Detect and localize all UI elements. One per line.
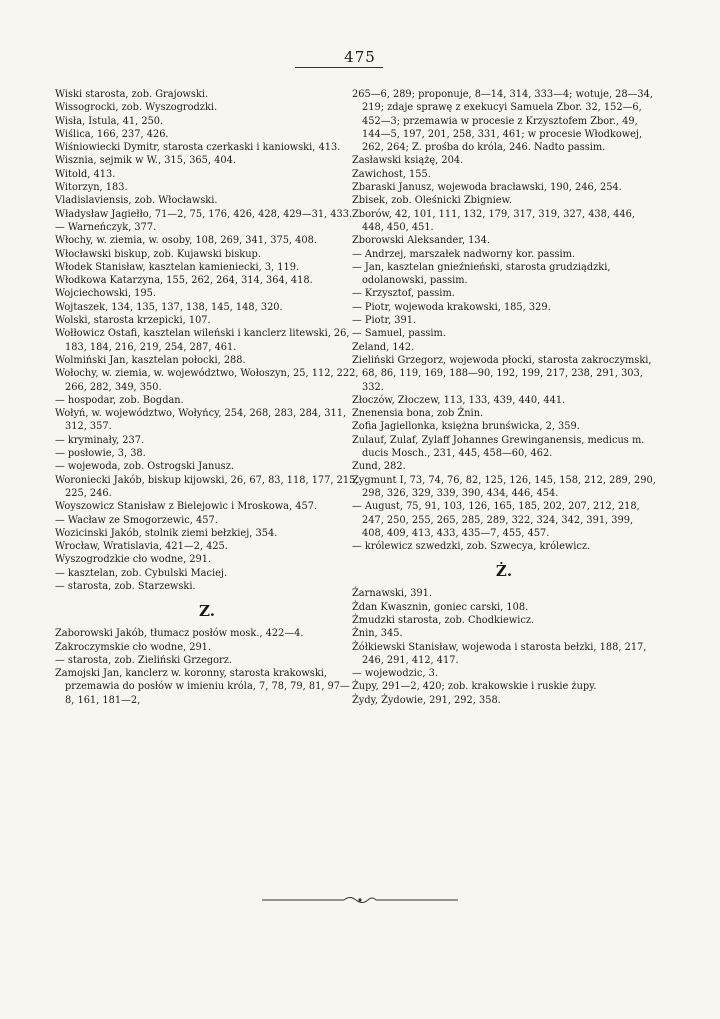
index-entry: — kryminały, 237. xyxy=(55,434,145,446)
index-entry: Znenensia bona, zob Żnin. xyxy=(352,408,484,420)
index-entry: Woroniecki Jakób, biskup kijowski, 26, 67, 83, 118, 177, 215, 225, 246. xyxy=(55,474,359,499)
index-entry: Zborowski Aleksander, 134. xyxy=(352,235,490,247)
index-entry: Witorzyn, 183. xyxy=(55,182,128,194)
index-entry: Wołłowicz Ostafi, kasztelan wileński i kanclerz litewski, 26, 183, 184, 216, 219, 254, 287, 461. xyxy=(55,328,350,353)
index-entry: Wozicinski Jakób, stolnik ziemi bełzkiej, 354. xyxy=(55,527,278,539)
page-number: 475 xyxy=(344,48,376,66)
index-entry: Zofia Jagiellonka, księżna brunświcka, 2, 359. xyxy=(352,421,580,433)
index-entry: — kasztelan, zob. Cybulski Maciej. xyxy=(55,567,228,579)
index-entry: Wisła, Istula, 41, 250. xyxy=(55,115,164,127)
index-entry: Zeland, 142. xyxy=(352,341,415,353)
index-entry: Zborów, 42, 101, 111, 132, 179, 317, 319, 327, 438, 446, 448, 450, 451. xyxy=(352,208,635,233)
index-entry: Wojciechowski, 195. xyxy=(55,288,156,300)
index-entry: — hospodar, zob. Bogdan. xyxy=(55,394,184,406)
index-entry: Wyszogrodzkie cło wodne, 291. xyxy=(55,554,212,566)
index-entry: — wojewodzic, 3. xyxy=(352,668,438,680)
index-entry: Vladislaviensis, zob. Włocławski. xyxy=(55,195,218,207)
index-entry: Zbisek, zob. Oleśnicki Zbigniew. xyxy=(352,195,512,207)
index-entry: Zawichost, 155. xyxy=(352,168,431,180)
index-entry: Zieliński Grzegorz, wojewoda płocki, starosta zakroczymski, 68, 86, 119, 169, 188—90, 192, 199, 217, 238, 291, 303, 332. xyxy=(352,354,652,393)
index-entry: Żółkiewski Stanisław, wojewoda i starosta bełzki, 188, 217, 246, 291, 412, 417. xyxy=(352,641,647,666)
index-entry: Witold, 413. xyxy=(55,168,116,180)
index-entry: Wołochy, w. ziemia, w. województwo, Wołoszyn, 25, 112, 222, 266, 282, 349, 350. xyxy=(55,368,359,393)
index-entry: Żydy, Żydowie, 291, 292, 358. xyxy=(352,694,501,706)
index-entry: Zaborowski Jakób, tłumacz posłów mosk., 422—4. xyxy=(55,628,304,640)
index-entry: Zulauf, Zulaf, Zylaff Johannes Grewinganensis, medicus m. ducis Mosch., 231, 445, 458—60, 462. xyxy=(352,434,645,460)
index-entry: — August, 75, 91, 103, 126, 165, 185, 202, 207, 212, 218, 247, 250, 255, 265, 285, 289, 322, 324, 342, 391, 399, 408, 409, 413, 433, 435—7, 455, 457. xyxy=(352,501,640,539)
index-column-left xyxy=(55,88,359,707)
index-entry: Wiśniowiecki Dymitr, starosta czerkaski i kaniowski, 413. xyxy=(55,142,341,154)
index-entry: — Piotr, wojewoda krakowski, 185, 329. xyxy=(352,301,551,313)
index-entry: Zamojski Jan, kanclerz w. koronny, starosta krakowski, przemawia do posłów w imieniu króla, 7, 78, 79, 81, 97—8, 161, 181—2, xyxy=(55,668,350,706)
index-entry: — Piotr, 391. xyxy=(352,315,417,327)
index-entry: Zasławski książę, 204. xyxy=(352,155,464,167)
index-entry: Wiski starosta, zob. Grajowski. xyxy=(55,89,209,100)
index-entry: — Jan, kasztelan gnieźnieński, starosta grudziądzki, odolanowski, passim. xyxy=(352,261,611,287)
index-entry: — starosta, zob. Starzewski. xyxy=(55,580,196,592)
index-entry: Żmudzki starosta, zob. Chodkiewicz. xyxy=(352,614,535,626)
index-entry: Zbaraski Janusz, wojewoda bracławski, 190, 246, 254. xyxy=(352,182,622,194)
index-entry: Żupy, 291—2, 420; zob. krakowskie i ruskie żupy. xyxy=(352,681,597,693)
index-entry: Żnin, 345. xyxy=(352,628,403,640)
page-number-rule xyxy=(295,67,383,68)
index-entry: — starosta, zob. Zieliński Grzegorz. xyxy=(55,654,233,666)
index-entry: Wolmiński Jan, kasztelan połocki, 288. xyxy=(55,354,246,366)
index-entry: Włodkowa Katarzyna, 155, 262, 264, 314, 364, 418. xyxy=(55,275,313,287)
index-column-right xyxy=(352,88,656,707)
index-entry: Woyszowicz Stanisław z Bielejowic i Mroskowa, 457. xyxy=(55,501,318,513)
index-entry: Wissogrocki, zob. Wyszogrodzki. xyxy=(55,102,218,114)
index-entry: Wolski, starosta krzepicki, 107. xyxy=(55,315,211,327)
index-entry: — Krzysztof, passim. xyxy=(352,288,455,300)
index-entry: — Samuel, passim. xyxy=(352,328,446,340)
index-entry: — wojewoda, zob. Ostrogski Janusz. xyxy=(55,461,234,473)
index-entry: — posłowie, 3, 38. xyxy=(55,448,146,460)
index-entry: Zakroczymskie cło wodne, 291. xyxy=(55,641,212,653)
index-entry: — Andrzej, marszałek nadworny kor. passim. xyxy=(352,248,576,260)
section-heading: Z. xyxy=(199,602,215,621)
index-entry: Włocławski biskup, zob. Kujawski biskup. xyxy=(55,248,261,260)
index-entry: Wojtaszek, 134, 135, 137, 138, 145, 148, 320. xyxy=(55,301,283,313)
index-entry: Żarnawski, 391. xyxy=(352,588,433,600)
index-entry: — Wacław ze Smogorzewic, 457. xyxy=(55,514,218,526)
index-entry: Włochy, w. ziemia, w. osoby, 108, 269, 341, 375, 408. xyxy=(55,235,317,247)
index-entry: Wiślica, 166, 237, 426. xyxy=(55,128,169,140)
index-entry: Wrocław, Wratislavia, 421—2, 425. xyxy=(55,541,228,553)
index-entry: — Warneńczyk, 377. xyxy=(55,221,157,233)
index-entry: — królewicz szwedzki, zob. Szwecya, królewicz. xyxy=(352,541,591,553)
index-entry: Wisznia, sejmik w W., 315, 365, 404. xyxy=(55,155,236,167)
index-entry: Wołyń, w. województwo, Wołyńcy, 254, 268, 283, 284, 311, 312, 357. xyxy=(55,408,347,433)
index-entry: Złoczów, Złoczew, 113, 133, 439, 440, 441. xyxy=(352,394,566,406)
ornament-divider xyxy=(262,895,458,905)
index-entry: Zund, 282. xyxy=(352,461,406,473)
section-heading: Ż. xyxy=(495,562,513,581)
index-entry: Władysław Jagiełło, 71—2, 75, 176, 426, 428, 429—31, 433. xyxy=(55,208,353,220)
index-entry: Żdan Kwasznin, goniec carski, 108. xyxy=(352,601,529,613)
index-entry: 265—6, 289; proponuje, 8—14, 314, 333—4; wotuje, 28—34, 219; zdaje sprawę z exekucyi Samuela Zbor. 32, 152—6, 452—3; przemawia w procesie z Krzysztofem Zbor., 49, 144—5, 197, 201, 258, 331, 461; w procesie Włodkowej, 262, 264; Z. prośba do króla, 246. Nadto passim. xyxy=(352,89,654,154)
index-entry: Włodek Stanisław, kasztelan kamieniecki, 3, 119. xyxy=(55,261,300,273)
index-entry: Zygmunt I, 73, 74, 76, 82, 125, 126, 145, 158, 212, 289, 290, 298, 326, 329, 339, 390, 434, 446, 454. xyxy=(352,474,656,499)
